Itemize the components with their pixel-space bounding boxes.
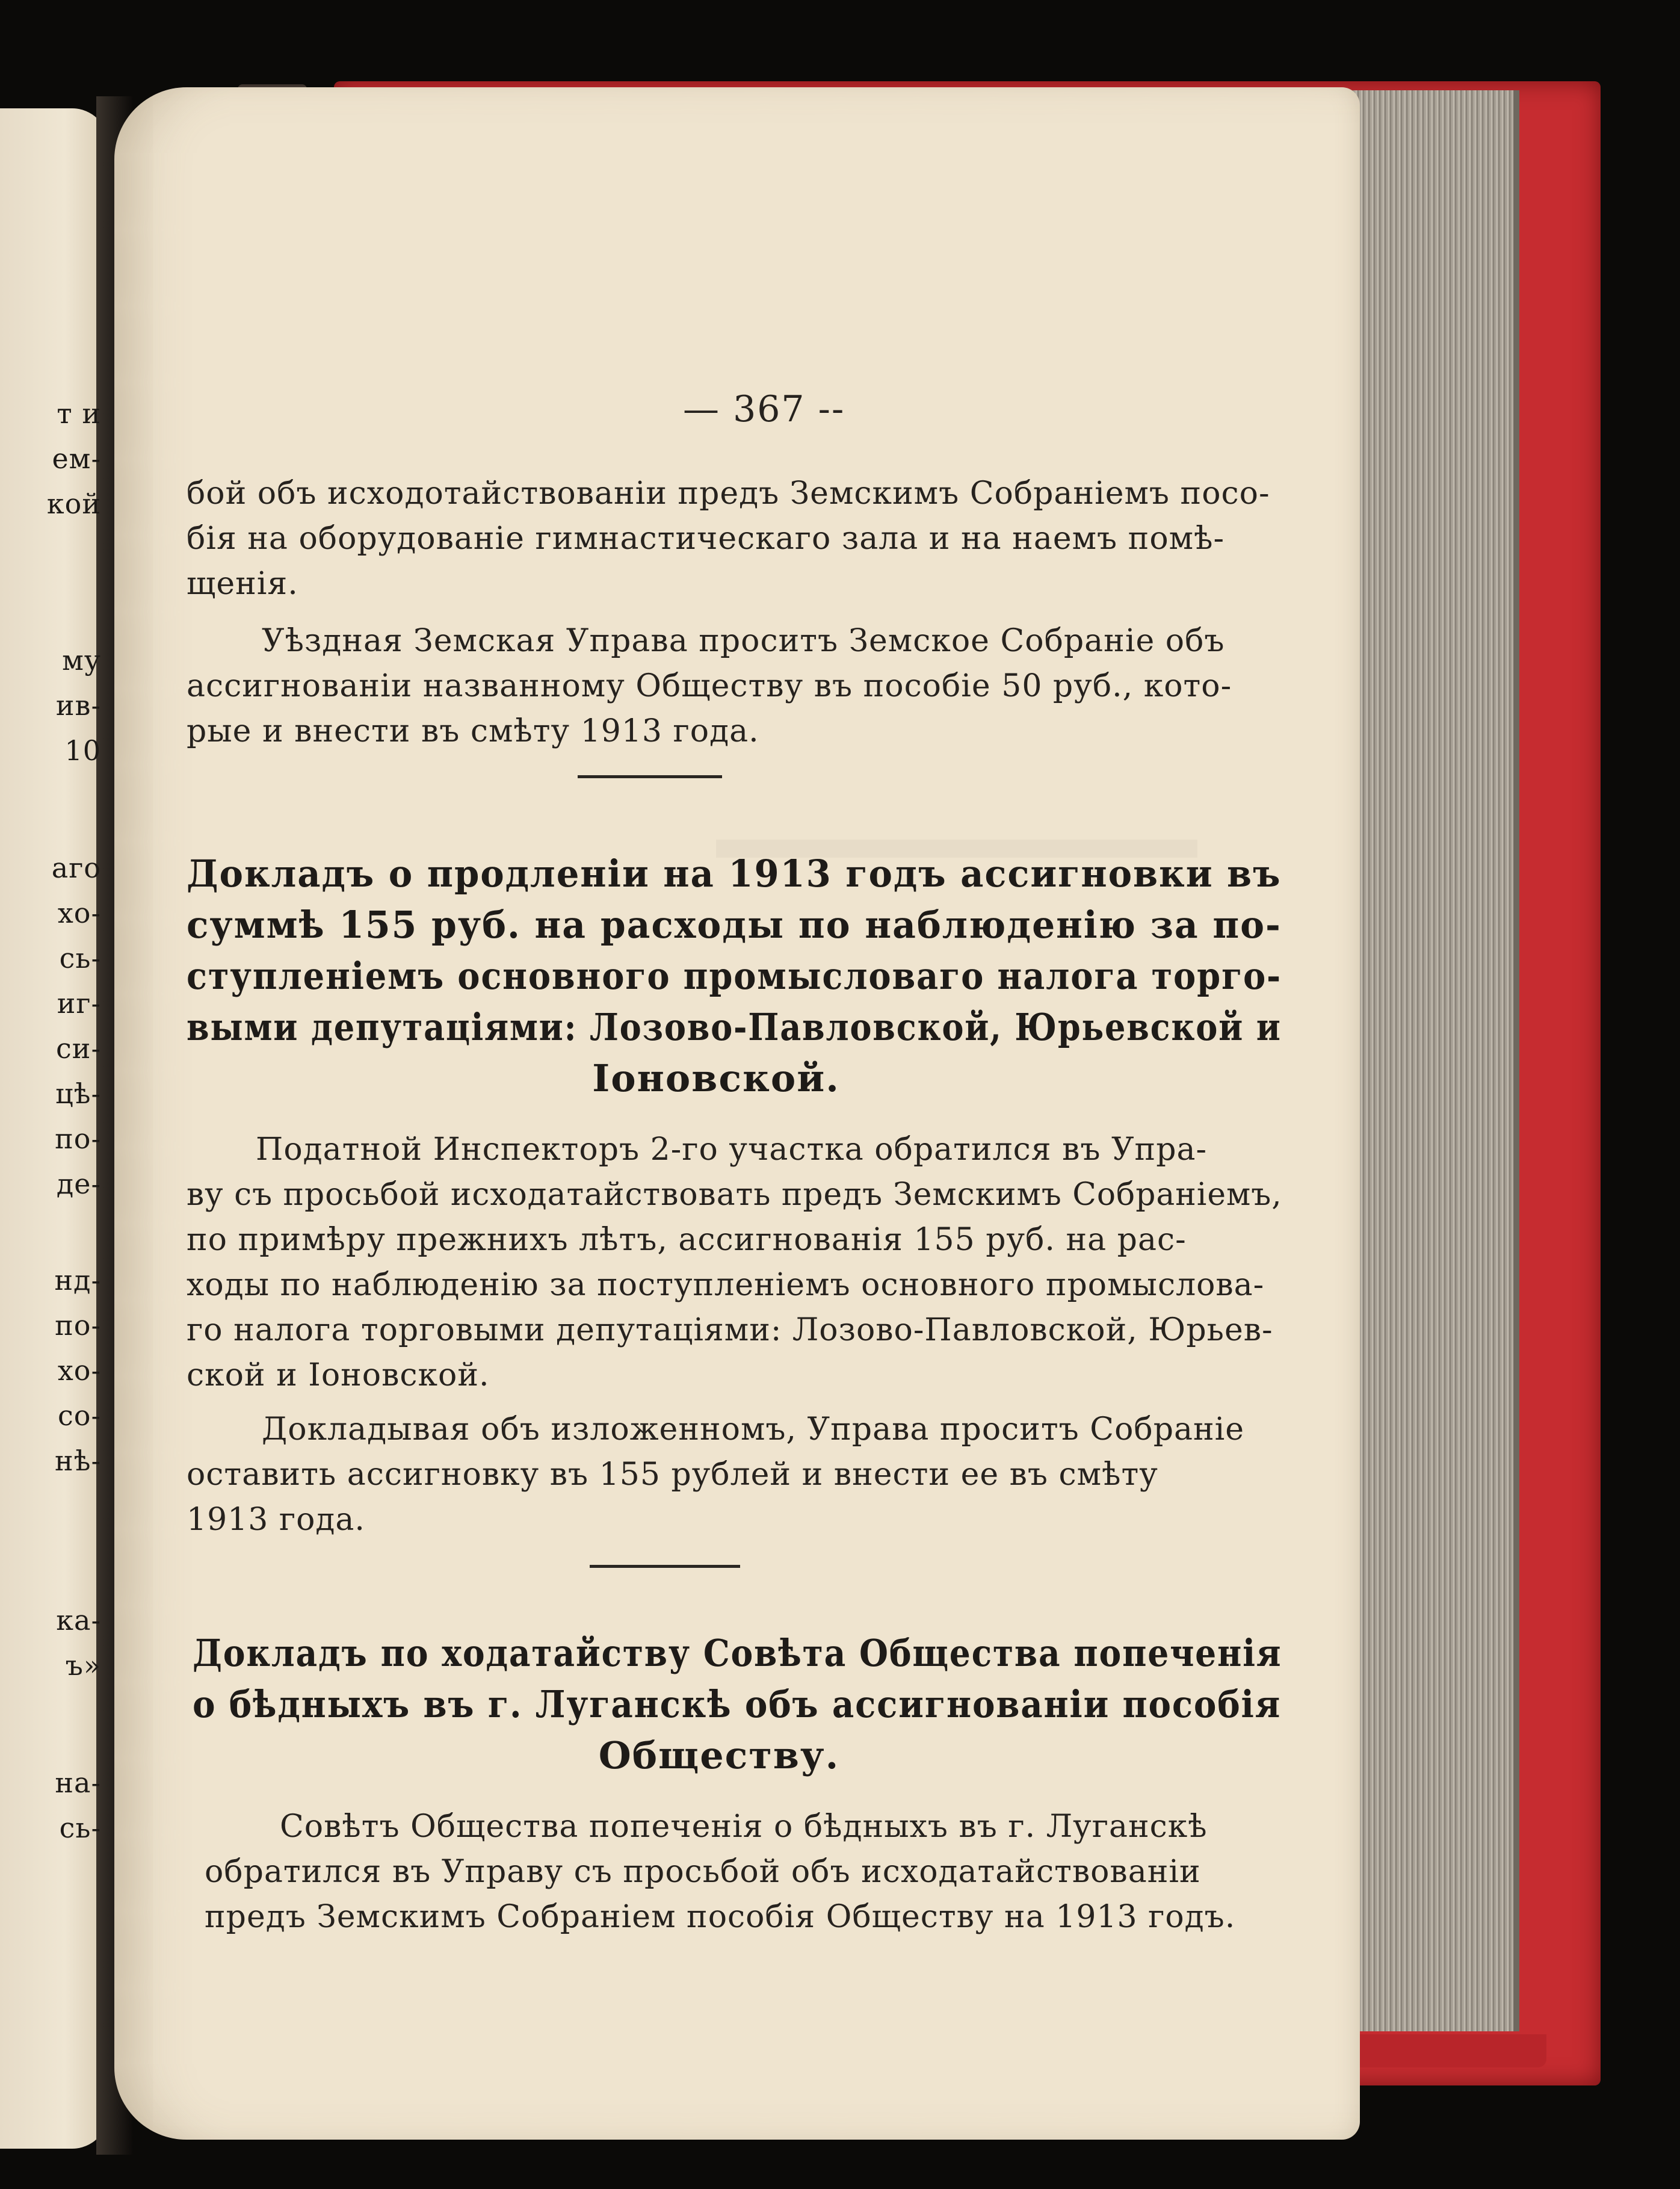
text-line: бія на оборудованіе гимнастическаго зала и на наемъ помѣ-	[187, 521, 1225, 557]
left-fragment: му	[62, 644, 101, 677]
page-number: — 367 --	[683, 388, 845, 430]
left-fragment: кой	[46, 488, 101, 520]
text-line: 1913 года.	[187, 1502, 365, 1538]
section-heading-line: Обществу.	[598, 1733, 840, 1777]
text-line: бой объ исходотайствованіи предъ Земскимъ Собраніемъ посо-	[187, 475, 1270, 512]
left-fragment: хо-	[57, 897, 101, 929]
section-heading-line: Докладъ о продленіи на 1913 годъ ассигновки въ	[187, 852, 1282, 896]
left-fragment: си-	[56, 1032, 101, 1065]
section-divider	[578, 775, 722, 778]
left-fragment: нѣ-	[55, 1444, 101, 1477]
text-line: ву съ просьбой исходатайствовать предъ Земскимъ Собраніемъ,	[187, 1177, 1282, 1213]
text-line: Податной Инспекторъ 2-го участка обратился въ Упра-	[256, 1132, 1208, 1168]
text-line: ассигнованіи названному Обществу въ пособіе 50 руб., кото-	[187, 668, 1232, 704]
text-line: обратился въ Управу съ просьбой объ исходатайствованіи	[205, 1854, 1201, 1890]
right-page	[114, 87, 1360, 2140]
left-fragment: ив-	[55, 689, 101, 722]
left-fragment: по-	[55, 1309, 101, 1342]
text-line: Совѣтъ Общества попеченія о бѣдныхъ въ г. Луганскѣ	[280, 1809, 1208, 1845]
text-line: рые и внести въ смѣту 1913 года.	[187, 713, 759, 749]
left-fragment: аго	[51, 852, 101, 884]
left-fragment: на-	[55, 1766, 101, 1799]
text-line: оставить ассигновку въ 155 рублей и внести ее въ смѣту	[187, 1457, 1158, 1493]
left-fragment: ем-	[52, 442, 101, 475]
left-fragment: со-	[58, 1399, 101, 1432]
left-fragment: ъ»	[65, 1649, 101, 1682]
text-line: предъ Земскимъ Собраніем пособія Обществу на 1913 годъ.	[205, 1899, 1236, 1935]
left-fragment: ка-	[56, 1604, 101, 1636]
text-line: ской и Іоновской.	[187, 1357, 490, 1393]
left-fragment: иг-	[57, 987, 101, 1020]
page-edges	[1333, 90, 1519, 2031]
text-line: ходы по наблюденію за поступленіемъ основного промыслова-	[187, 1267, 1265, 1303]
left-fragment: нд-	[54, 1264, 101, 1296]
left-fragment: сь-	[59, 942, 101, 974]
left-fragment: сь-	[59, 1812, 101, 1844]
text-line: по примѣру прежнихъ лѣтъ, ассигнованія 155 руб. на рас-	[187, 1222, 1187, 1258]
section-heading-line: Докладъ по ходатайству Совѣта Общества попеченія	[193, 1631, 1282, 1675]
section-divider	[590, 1565, 740, 1568]
section-heading-line: суммѣ 155 руб. на расходы по наблюденію за по-	[187, 903, 1282, 947]
left-fragment: цѣ-	[55, 1077, 101, 1110]
section-heading-line: Іоновской.	[592, 1056, 840, 1100]
section-heading-line: ступленіемъ основного промысловаго налога торго-	[187, 954, 1282, 998]
text-line: Докладывая объ изложенномъ, Управа проситъ Собраніе	[262, 1411, 1245, 1447]
left-fragment: по-	[55, 1122, 101, 1155]
left-page-text	[0, 0, 108, 2189]
left-fragment: т и	[57, 397, 101, 430]
left-fragment: де-	[56, 1168, 101, 1200]
text-line: Уѣздная Земская Управа проситъ Земское Собраніе объ	[262, 623, 1225, 659]
text-line: го налога торговыми депутаціями: Лозово-Павловской, Юрьев-	[187, 1312, 1273, 1348]
section-heading-line: выми депутаціями: Лозово-Павловской, Юрьевской и	[187, 1005, 1282, 1049]
left-fragment: хо-	[57, 1354, 101, 1387]
left-fragment: 10	[64, 734, 101, 767]
section-heading-line: о бѣдныхъ въ г. Луганскѣ объ ассигнованіи пособія	[193, 1682, 1282, 1726]
text-line: щенія.	[187, 566, 298, 602]
